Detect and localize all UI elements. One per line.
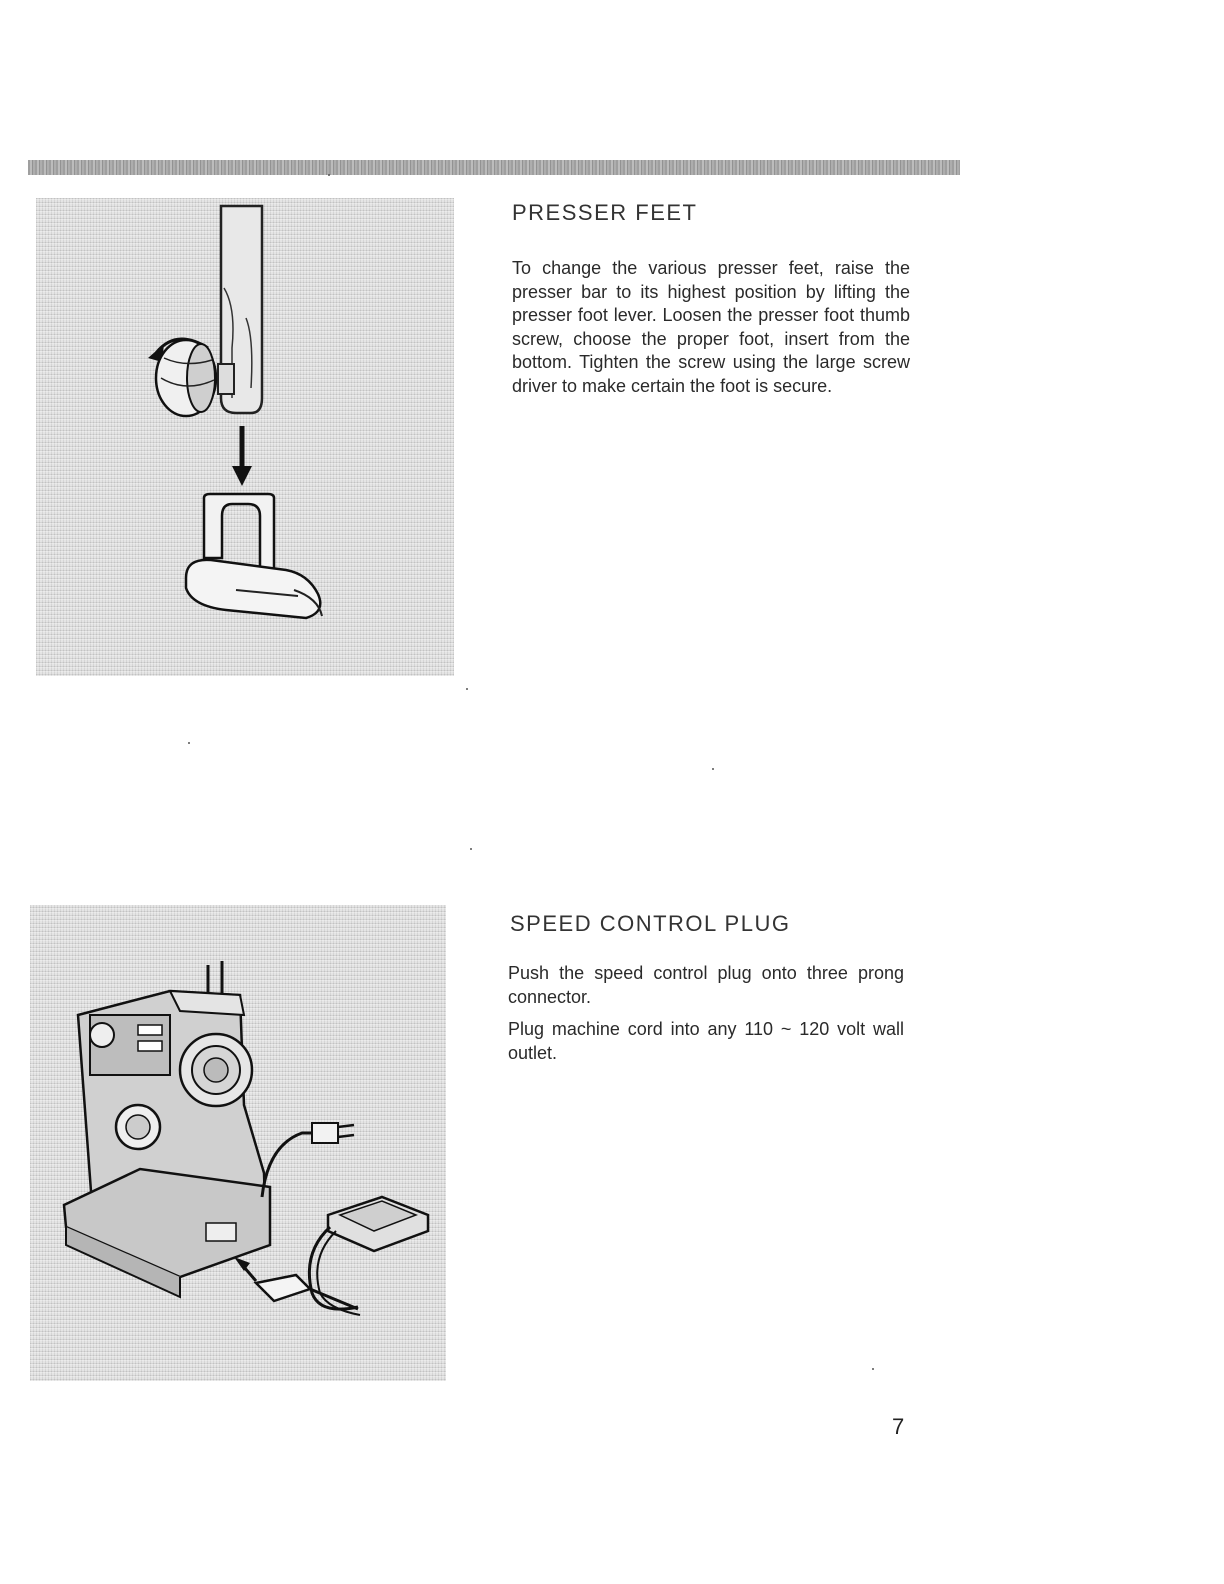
scan-speck — [328, 174, 330, 176]
scan-speck — [466, 688, 468, 690]
page-number: 7 — [892, 1414, 905, 1439]
scan-speck — [872, 1368, 874, 1370]
scan-speck — [712, 768, 714, 770]
scan-speck — [188, 742, 190, 744]
section-title-presser-feet: PRESSER FEET — [512, 200, 698, 225]
sewing-machine-drawing — [30, 905, 446, 1381]
header-rule — [28, 160, 960, 175]
scan-speck — [470, 848, 472, 850]
speed-control-instruction-1: Push the speed control plug onto three prong connector. — [508, 963, 904, 1007]
speed-control-instruction-2: Plug machine cord into any 110 ~ 120 volt wall outlet. — [508, 1019, 904, 1063]
section-title-speed-control-plug: SPEED CONTROL PLUG — [510, 911, 791, 936]
presser-foot-illustration — [36, 198, 454, 676]
speed-control-plug-illustration — [30, 905, 446, 1381]
presser-feet-instructions: To change the various presser feet, raise the presser bar to its highest position by lifting the presser foot lever. Loosen the presser foot thumb screw, choose the proper foot, insert from the bottom. Tighten the screw using the large screw driver to make certain the foot is secure. — [512, 258, 910, 396]
presser-foot-drawing — [36, 198, 454, 676]
